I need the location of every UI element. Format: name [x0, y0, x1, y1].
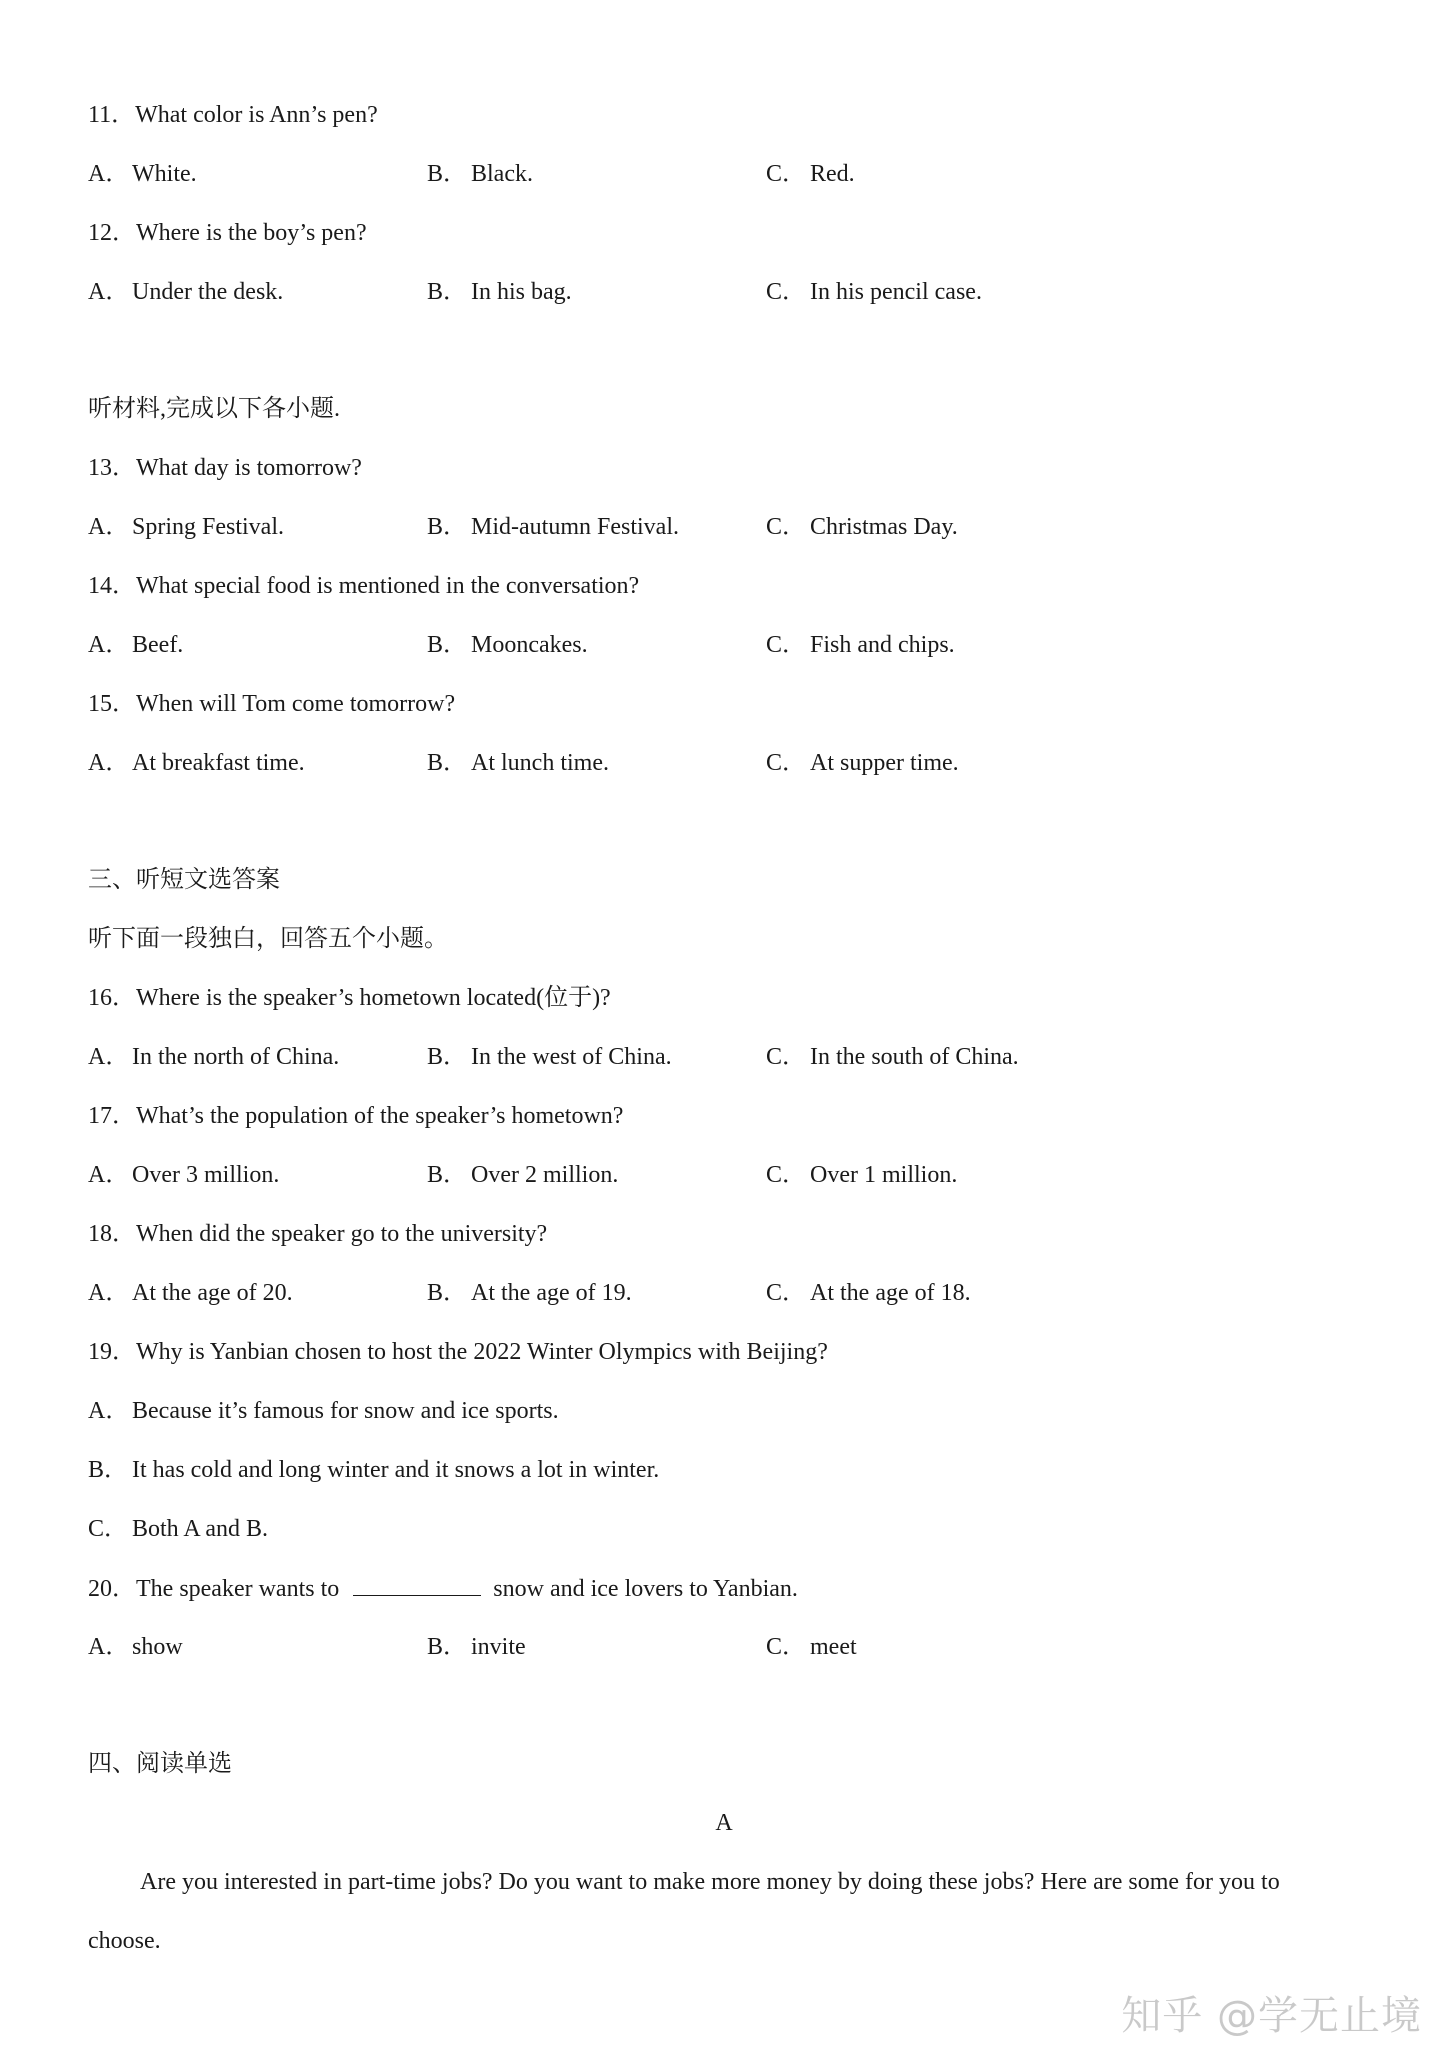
section-3-instruction: 听下面一段独白，回答五个小题。	[88, 926, 448, 952]
q19-option-b[interactable]: B． It has cold and long winter and it snows a lot in winter.	[88, 1457, 660, 1483]
q20-option-a[interactable]: A． show	[88, 1634, 183, 1660]
q12-option-a[interactable]: A． Under the desk.	[88, 279, 284, 305]
q18-option-c[interactable]: C． At the age of 18.	[766, 1280, 971, 1306]
q18-option-a[interactable]: A． At the age of 20.	[88, 1280, 293, 1306]
question-15: 15．When will Tom come tomorrow?	[88, 691, 456, 717]
passage-label: A	[715, 1810, 733, 1836]
listen-instruction: 听材料,完成以下各小题.	[88, 396, 340, 422]
q15-option-c[interactable]: C． At supper time.	[766, 750, 959, 776]
question-18: 18．When did the speaker go to the university?	[88, 1221, 548, 1247]
q17-option-b[interactable]: B． Over 2 million.	[427, 1162, 619, 1188]
q14-option-a[interactable]: A． Beef.	[88, 632, 184, 658]
section-3-title: 三、听短文选答案	[88, 867, 280, 893]
question-19: 19．Why is Yanbian chosen to host the 2022 Winter Olympics with Beijing?	[88, 1339, 828, 1365]
q17-option-c[interactable]: C． Over 1 million.	[766, 1162, 958, 1188]
q13-option-b[interactable]: B． Mid-autumn Festival.	[427, 514, 679, 540]
q11-option-c[interactable]: C． Red.	[766, 161, 855, 187]
q15-option-a[interactable]: A． At breakfast time.	[88, 750, 305, 776]
q11-option-b[interactable]: B． Black.	[427, 161, 533, 187]
passage-line-1: Are you interested in part-time jobs? Do you want to make more money by doing these jobs? Here are some for you to	[140, 1869, 1280, 1895]
q12-option-b[interactable]: B． In his bag.	[427, 279, 572, 305]
q16-option-c[interactable]: C． In the south of China.	[766, 1044, 1019, 1070]
q20-option-b[interactable]: B． invite	[427, 1634, 526, 1660]
q20-option-c[interactable]: C． meet	[766, 1634, 857, 1660]
section-4-title: 四、阅读单选	[88, 1751, 232, 1777]
q14-option-b[interactable]: B． Mooncakes.	[427, 632, 588, 658]
q13-option-a[interactable]: A． Spring Festival.	[88, 514, 285, 540]
question-16: 16．Where is the speaker’s hometown located(位于)?	[88, 985, 611, 1011]
q13-option-c[interactable]: C． Christmas Day.	[766, 514, 958, 540]
question-13: 13．What day is tomorrow?	[88, 455, 362, 481]
q11-option-a[interactable]: A． White.	[88, 161, 197, 187]
q19-option-a[interactable]: A． Because it’s famous for snow and ice sports.	[88, 1398, 559, 1424]
question-11: 11．What color is Ann’s pen?	[88, 102, 378, 128]
question-14: 14．What special food is mentioned in the conversation?	[88, 573, 640, 599]
question-17: 17．What’s the population of the speaker’s hometown?	[88, 1103, 624, 1129]
passage-line-2: choose.	[88, 1928, 161, 1954]
q16-option-b[interactable]: B． In the west of China.	[427, 1044, 672, 1070]
answer-blank[interactable]	[353, 1573, 481, 1596]
question-20: 20．The speaker wants to snow and ice lovers to Yanbian.	[88, 1573, 798, 1604]
q19-option-c[interactable]: C． Both A and B.	[88, 1516, 269, 1542]
watermark: 知乎 @学无止境	[1121, 1993, 1422, 2039]
q12-option-c[interactable]: C． In his pencil case.	[766, 279, 982, 305]
q15-option-b[interactable]: B． At lunch time.	[427, 750, 609, 776]
q17-option-a[interactable]: A． Over 3 million.	[88, 1162, 280, 1188]
q16-option-a[interactable]: A． In the north of China.	[88, 1044, 340, 1070]
q14-option-c[interactable]: C． Fish and chips.	[766, 632, 955, 658]
question-12: 12．Where is the boy’s pen?	[88, 220, 367, 246]
q18-option-b[interactable]: B． At the age of 19.	[427, 1280, 632, 1306]
